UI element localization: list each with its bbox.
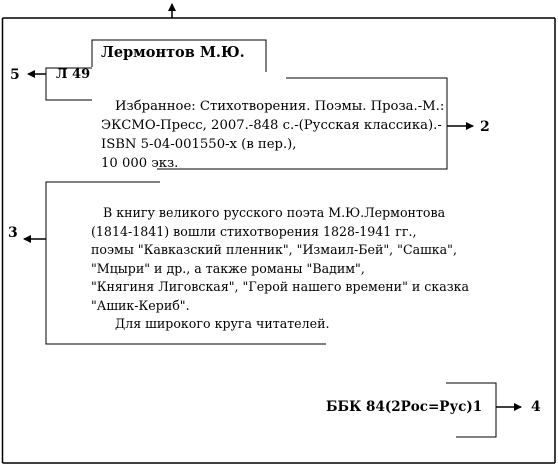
bib-line: 10 000 экз. [101,156,179,171]
annotation-line: В книгу великого русского поэта М.Ю.Лермонтова [103,205,446,220]
annotation [91,204,469,334]
annotation-line: "Ашик-Кериб". [91,297,190,313]
callout-number-2: 2 [480,119,490,135]
author-sign: Л 49 [56,67,91,82]
author-heading: Лермонтов М.Ю. [101,44,245,61]
bbk-index: ББК 84(2Рос=Рус)1 [326,399,483,415]
bib-line: ЭКСМО-Пресс, 2007.-848 с.-(Русская классика).- [101,118,442,133]
annotation-line: "Мцыри" и др., а также романы "Вадим", [91,260,365,276]
bib-line: Избранное: Стихотворения. Поэмы. Проза.-М.: [115,99,445,114]
annotation-line: поэмы "Кавказский пленник", "Измаил-Бей", "Сашка", [91,242,457,257]
bib-line: ISBN 5-04-001550-х (в пер.), [101,137,297,152]
callout-number-5: 5 [10,67,20,83]
callout-number-4: 4 [531,399,541,415]
annotation-line: Для широкого круга читателей. [115,316,330,331]
annotation-line: "Княгиня Лиговская", "Герой нашего времени" и сказка [91,279,469,294]
callout-number-3: 3 [8,225,18,241]
bibliographic-record [101,97,444,173]
annotation-line: (1814-1841) вошли стихотворения 1828-1941 гг., [91,223,417,239]
